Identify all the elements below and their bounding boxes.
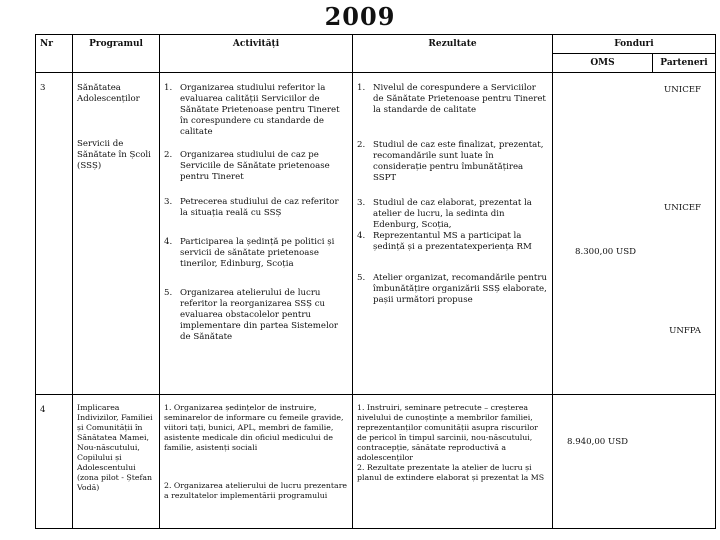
activity-item: 1. Organizarea ședințelor de instruire, seminarelor de informare cu femeile gravide, viitori tați, bunici, APL, membri de familie, asistente medicale din oficiul medicului de familie, asistenți sociali	[164, 403, 344, 452]
result-item: 2. Rezultate prezentate la atelier de lucru și planul de extindere elaborat și prezentat la MS	[357, 463, 545, 482]
result-item: 3. Studiul de caz elaborat, prezentat la atelier de lucru, la sedinta din Edenburg, Scoția,	[357, 198, 532, 230]
partner-unicef-2: UNICEF	[664, 203, 702, 213]
row-3-program	[73, 73, 160, 395]
oms-amount-row-4: 8.940,00 USD	[567, 437, 629, 447]
row-4-nr: 4	[36, 395, 73, 529]
row-3-funds	[553, 73, 716, 395]
header-program: Programul	[73, 35, 160, 73]
result-item: 5. Atelier organizat, recomandările pentru îmbunătățire organizării SSȘ elaborate, pașii următori propuse	[357, 273, 548, 305]
program-table	[35, 34, 716, 529]
activity-item: 2. Organizarea atelierului de lucru prezentare a rezultatelor implementării programului	[164, 481, 348, 500]
result-item: 4. Reprezentantul MS a participat la ședință și a prezentatexperiența RM	[357, 231, 532, 252]
header-results: Rezultate	[353, 35, 553, 73]
oms-amount-row-3: 8.300,00 USD	[575, 247, 637, 257]
row-4-funds	[553, 395, 716, 529]
program-adolescent-health: Sănătatea Adolescenților	[77, 83, 140, 104]
header-oms: OMS	[553, 54, 653, 73]
row-4-program: Implicarea Indivizilor, Familiei și Comunității în Sănătatea Mamei, Nou-născutului, Copilului și Adolescentului (zona pilot - Ștefan Vodă)	[73, 395, 160, 529]
activity-item: 1. Organizarea studiului referitor la evaluarea calității Serviciilor de Sănătate Prietenoase pentru Tineret în corespundere cu standarde de calitate	[164, 83, 340, 137]
activity-item: 3. Petrecerea studiului de caz referitor la situația reală cu SSȘ	[164, 197, 339, 218]
activity-item: 5. Organizarea atelierului de lucru referitor la reorganizarea SSȘ cu evaluarea obstacolelor pentru implementare din partea Sistemelor de Sănătate	[164, 288, 338, 342]
row-4-results	[353, 395, 553, 529]
result-item: 1. Instruiri, seminare petrecute – creșterea nivelului de cunoștințe a membrilor familiei, reprezentanților comunității asupra riscurilor de pericol în timpul sarcinii, nou-născutului, contracepție, sănătate reproductivă a adolescenților	[357, 403, 538, 462]
header-activities: Activități	[160, 35, 353, 73]
program-school-health: Servicii de Sănătate în Școli (SSȘ)	[77, 139, 151, 171]
row-3-nr: 3	[36, 73, 73, 395]
header-funds: Fonduri	[553, 35, 716, 54]
activity-item: 2. Organizarea studiului de caz pe Serviciile de Sănătate prietenoase pentru Tineret	[164, 150, 330, 182]
partner-unfpa: UNFPA	[669, 326, 702, 336]
row-3-results	[353, 73, 553, 395]
header-nr: Nr	[36, 35, 73, 73]
header-partners: Parteneri	[653, 54, 716, 73]
partner-unicef-1: UNICEF	[664, 85, 702, 95]
row-4-activities	[160, 395, 353, 529]
result-item: 2. Studiul de caz este finalizat, prezentat, recomandările sunt luate în considerație pentru îmbunătățirea SSPT	[357, 140, 544, 183]
result-item: 1. Nivelul de corespundere a Serviciilor de Sănătate Prietenoase pentru Tineret la standarde de calitate	[357, 83, 546, 115]
activity-item: 4. Participarea la ședință pe politici și servicii de sănătate prietenoase tinerilor, Edinburg, Scoția	[164, 237, 335, 269]
row-3-activities	[160, 73, 353, 395]
page-title: 2009	[324, 2, 396, 31]
